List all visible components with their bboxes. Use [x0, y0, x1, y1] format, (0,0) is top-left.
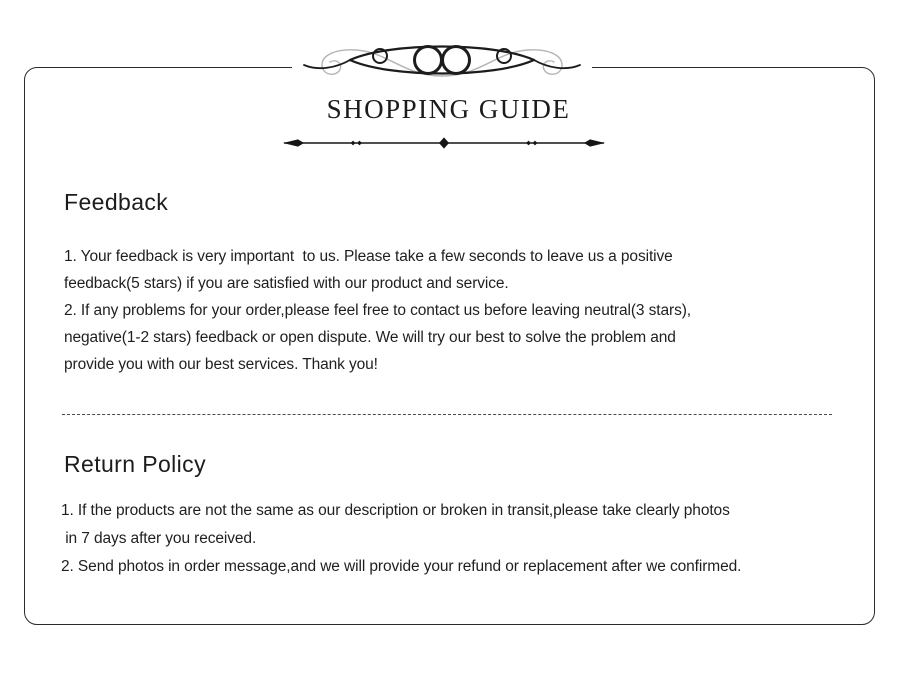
text-line: 1. Your feedback is very important to us. Please take a few seconds to leave us a positive — [64, 248, 673, 265]
feedback-section-text — [64, 243, 691, 378]
text-line: in 7 days after you received. — [61, 530, 257, 547]
text-line: 2. If any problems for your order,please feel free to contact us before leaving neutral(3 stars), — [64, 302, 691, 319]
text-line: provide you with our best services. Thank you! — [64, 356, 378, 373]
text-line: negative(1-2 stars) feedback or open dispute. We will try our best to solve the problem and — [64, 329, 676, 346]
return-policy-section-text — [61, 497, 741, 581]
text-line: 2. Send photos in order message,and we will provide your refund or replacement after we confirmed. — [61, 558, 742, 575]
return-policy-section-heading: Return Policy — [64, 451, 206, 477]
feedback-section-heading: Feedback — [64, 189, 169, 215]
calligraphic-flourish-icon — [292, 40, 592, 84]
arrow-line-divider-icon — [283, 135, 605, 151]
dashed-divider — [62, 414, 832, 415]
text-line: feedback(5 stars) if you are satisfied with our product and service. — [64, 275, 509, 292]
page-title: SHOPPING GUIDE — [326, 94, 571, 124]
text-line: 1. If the products are not the same as our description or broken in transit,please take clearly photos — [61, 502, 730, 519]
